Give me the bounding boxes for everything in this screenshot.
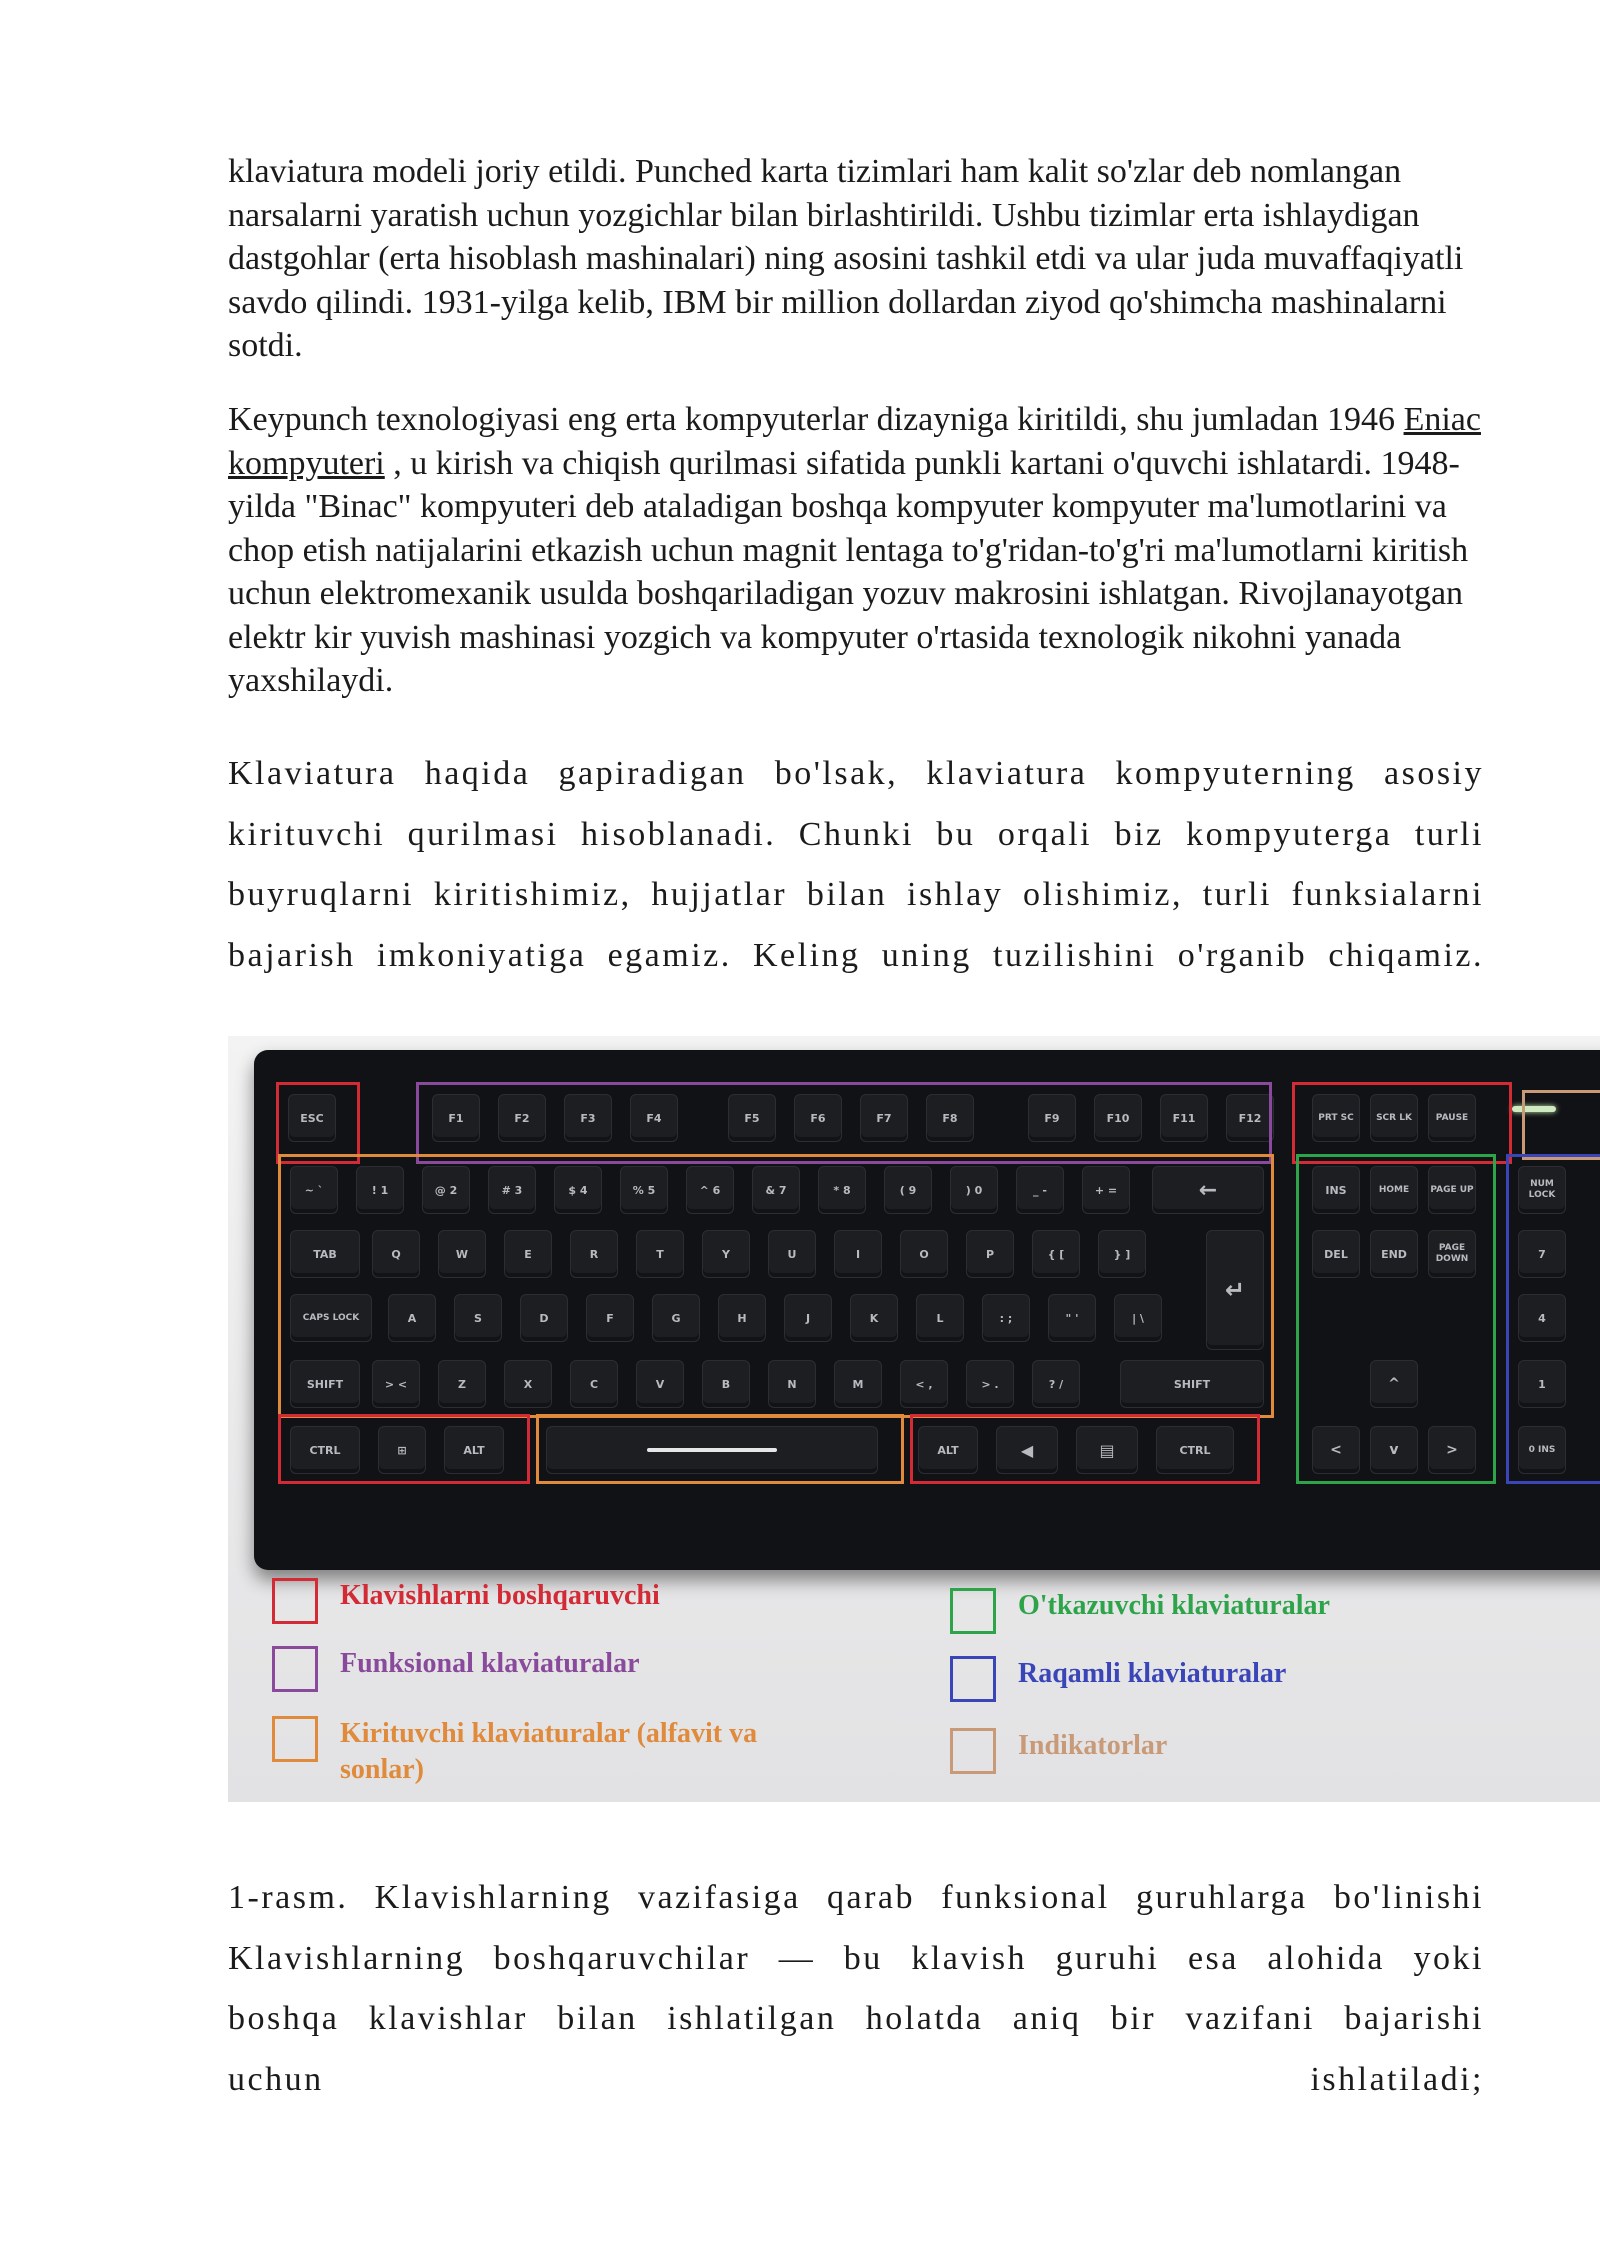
key-letter: M (834, 1360, 882, 1408)
key-end: END (1370, 1230, 1418, 1278)
zone-right-control (910, 1414, 1260, 1484)
key-letter: K (850, 1294, 898, 1342)
key-letter: A (388, 1294, 436, 1342)
paragraph-2 (228, 398, 1488, 703)
key-letter: < , (900, 1360, 948, 1408)
key-f6: F6 (794, 1094, 842, 1142)
legend-item (272, 1578, 660, 1624)
key-letter: { [ (1032, 1230, 1080, 1278)
key-letter: B (702, 1360, 750, 1408)
key-right-arrow: > (1428, 1426, 1476, 1474)
keyboard-image (254, 1050, 1600, 1570)
key-numpad-4: 4 (1518, 1294, 1566, 1342)
key-f11: F11 (1160, 1094, 1208, 1142)
legend-item (272, 1646, 640, 1692)
zone-alphanumeric (278, 1154, 1274, 1418)
key-numpad-0: 0 INS (1518, 1426, 1566, 1474)
legend-item (950, 1656, 1286, 1702)
key-left-alt: ALT (444, 1426, 504, 1474)
key-letter: X (504, 1360, 552, 1408)
key-f2: F2 (498, 1094, 546, 1142)
key-letter: V (636, 1360, 684, 1408)
paragraph-1: klaviatura modeli joriy etildi. Punched karta tizimlari ham kalit so'zlar deb nomlangan narsalarni yaratish uchun yozgichlar bilan birlashtirildi. Ushbu tizimlar erta ishlaydigan dastgohlar (erta hisoblash mashinalari) ning asosini tashkil etdi va ular juda muvaffaqiyatli savdo qilindi. 1931-yilga kelib, IBM bir million dollardan ziyod qo'shimcha mashinalarni sotdi. (228, 153, 1464, 364)
legend-item (950, 1588, 1330, 1634)
key-number-row: & 7 (752, 1166, 800, 1214)
key-down-arrow: v (1370, 1426, 1418, 1474)
legend-color-swatch (950, 1588, 996, 1634)
zone-numpad (1506, 1154, 1600, 1484)
key-f12: F12 (1226, 1094, 1274, 1142)
key-f7: F7 (860, 1094, 908, 1142)
eniac-link[interactable]: Eniac kompyuteri (228, 401, 1481, 482)
key-numpad-7: 7 (1518, 1230, 1566, 1278)
key-number-row: # 3 (488, 1166, 536, 1214)
legend-item (950, 1728, 1167, 1774)
keyboard-figure (228, 1036, 1600, 1802)
key-num-lock: NUM LOCK (1518, 1166, 1566, 1214)
key-letter: U (768, 1230, 816, 1278)
key-letter: O (900, 1230, 948, 1278)
key-letter: > . (966, 1360, 1014, 1408)
key-letter: " ' (1048, 1294, 1096, 1342)
key-letter: C (570, 1360, 618, 1408)
key-esc: ESC (288, 1094, 336, 1142)
key-number-row: ( 9 (884, 1166, 932, 1214)
key-up-arrow: ^ (1370, 1360, 1418, 1408)
key-letter: F (586, 1294, 634, 1342)
zone-system-keys (1292, 1082, 1512, 1164)
zone-function-keys (416, 1082, 1272, 1164)
paragraph-5-text: Klavishlarning boshqaruvchilar — bu klavish guruhi esa alohida yoki boshqa klavishlar bilan ishlatilgan holatda aniq bir vazifani bajarishi uchun ishlatiladi; (228, 1939, 1484, 2098)
key-tab: TAB (290, 1230, 360, 1278)
key-letter: ? / (1032, 1360, 1080, 1408)
legend-color-swatch (950, 1656, 996, 1702)
key-letter: S (454, 1294, 502, 1342)
zone-space (536, 1414, 904, 1484)
key-page-down: PAGE DOWN (1428, 1230, 1476, 1278)
figure-caption: 1-rasm. Klavishlarning vazifasiga qarab funksional guruhlarga bo'linishi (228, 1879, 1484, 1916)
zone-indicators (1522, 1090, 1600, 1160)
key-windows: ⊞ (378, 1426, 426, 1474)
key-insert: INS (1312, 1166, 1360, 1214)
key-page-up: PAGE UP (1428, 1166, 1476, 1214)
key-right-shift: SHIFT (1120, 1360, 1264, 1408)
legend-color-swatch (272, 1646, 318, 1692)
key-backspace: ← (1152, 1166, 1264, 1214)
zone-left-control (278, 1414, 530, 1484)
key-letter: | \ (1114, 1294, 1162, 1342)
key-letter: : ; (982, 1294, 1030, 1342)
key-letter: } ] (1098, 1230, 1146, 1278)
key-number-row: ! 1 (356, 1166, 404, 1214)
key-left-shift: SHIFT (290, 1360, 360, 1408)
legend-label: Raqamli klaviaturalar (1018, 1658, 1287, 1689)
paragraph-2-part-2: , u kirish va chiqish qurilmasi sifatida punkli kartani o'quvchi ishlatardi. 1948-yilda "Binac" kompyuteri deb ataladigan boshqa kompyuter kompyuter ma'lumotlarini va chop etish natijalarini etkazish uchun magnit lentaga to'g'ridan-to'g'ri ma'lumotlarni kiritish uchun elektromexanik usulda boshqariladigan yozuv makrosini ishlatgan. Rivojlanayotgan elektr kir yuvish mashinasi yozgich va kompyuter o'rtasida texnologik nikohni yanada yaxshilaydi. (228, 444, 1469, 699)
key-f1: F1 (432, 1094, 480, 1142)
key-numpad-1: 1 (1518, 1360, 1566, 1408)
key-letter: D (520, 1294, 568, 1342)
key-number-row: $ 4 (554, 1166, 602, 1214)
key-scroll-lock: SCR LK (1370, 1094, 1418, 1142)
key-delete: DEL (1312, 1230, 1360, 1278)
key-f8: F8 (926, 1094, 974, 1142)
key-letter: Z (438, 1360, 486, 1408)
legend-label: Funksional klaviaturalar (340, 1648, 640, 1679)
legend-item (272, 1716, 832, 1788)
key-fn: ◀ (996, 1426, 1058, 1474)
key-number-row: % 5 (620, 1166, 668, 1214)
key-number-row: * 8 (818, 1166, 866, 1214)
key-f9: F9 (1028, 1094, 1076, 1142)
key-letter: R (570, 1230, 618, 1278)
legend-color-swatch (950, 1728, 996, 1774)
paragraph-3: Klaviatura haqida gapiradigan bo'lsak, klaviatura kompyuterning asosiy kirituvchi qurilmasi hisoblanadi. Chunki bu orqali biz kompyuterga turli buyruqlarni kiritishimiz, hujjatlar bilan ishlay olishimiz, turli funksialarni bajarish imkoniyatiga egamiz. Keling uning tuzilishini o'rganib chiqamiz. (228, 755, 1484, 974)
key-pause: PAUSE (1428, 1094, 1476, 1142)
key-print-screen: PRT SC (1312, 1094, 1360, 1142)
key-letter: T (636, 1230, 684, 1278)
key-letter: Y (702, 1230, 750, 1278)
key-enter: ↵ (1206, 1230, 1264, 1350)
key-f4: F4 (630, 1094, 678, 1142)
key-letter: Q (372, 1230, 420, 1278)
legend-label: Indikatorlar (1018, 1730, 1168, 1761)
key-left-ctrl: CTRL (290, 1426, 360, 1474)
key-f10: F10 (1094, 1094, 1142, 1142)
key-letter: N (768, 1360, 816, 1408)
key-letter: W (438, 1230, 486, 1278)
zone-navigation (1296, 1154, 1496, 1484)
key-left-arrow: < (1312, 1426, 1360, 1474)
paragraph-5 (228, 1868, 1484, 2110)
zone-escape-control (276, 1082, 360, 1164)
key-number-row: ) 0 (950, 1166, 998, 1214)
key-letter: L (916, 1294, 964, 1342)
key-letter: G (652, 1294, 700, 1342)
key-number-row: ^ 6 (686, 1166, 734, 1214)
legend-color-swatch (272, 1716, 318, 1762)
key-f3: F3 (564, 1094, 612, 1142)
key-letter: I (834, 1230, 882, 1278)
legend-label: O'tkazuvchi klaviaturalar (1018, 1590, 1330, 1621)
key-f5: F5 (728, 1094, 776, 1142)
key-letter: J (784, 1294, 832, 1342)
key-letter: H (718, 1294, 766, 1342)
key-right-ctrl: CTRL (1156, 1426, 1234, 1474)
paragraph-2-part-1: Keypunch texnologiyasi eng erta kompyuterlar dizayniga kiritildi, shu jumladan 1946 (228, 401, 1404, 438)
legend-color-swatch (272, 1578, 318, 1624)
key-number-row: _ - (1016, 1166, 1064, 1214)
key-letter: E (504, 1230, 552, 1278)
key-home: HOME (1370, 1166, 1418, 1214)
key-number-row: + = (1082, 1166, 1130, 1214)
key-letter: > < (372, 1360, 420, 1408)
key-letter: P (966, 1230, 1014, 1278)
key-number-row: @ 2 (422, 1166, 470, 1214)
legend-label: Kirituvchi klaviaturalar (alfavit va sonlar) (340, 1718, 758, 1785)
key-right-alt: ALT (918, 1426, 978, 1474)
key-caps-lock: CAPS LOCK (290, 1294, 372, 1342)
key-number-row: ~ ` (290, 1166, 338, 1214)
key-menu: ▤ (1076, 1426, 1138, 1474)
legend-label: Klavishlarni boshqaruvchi (340, 1580, 660, 1611)
